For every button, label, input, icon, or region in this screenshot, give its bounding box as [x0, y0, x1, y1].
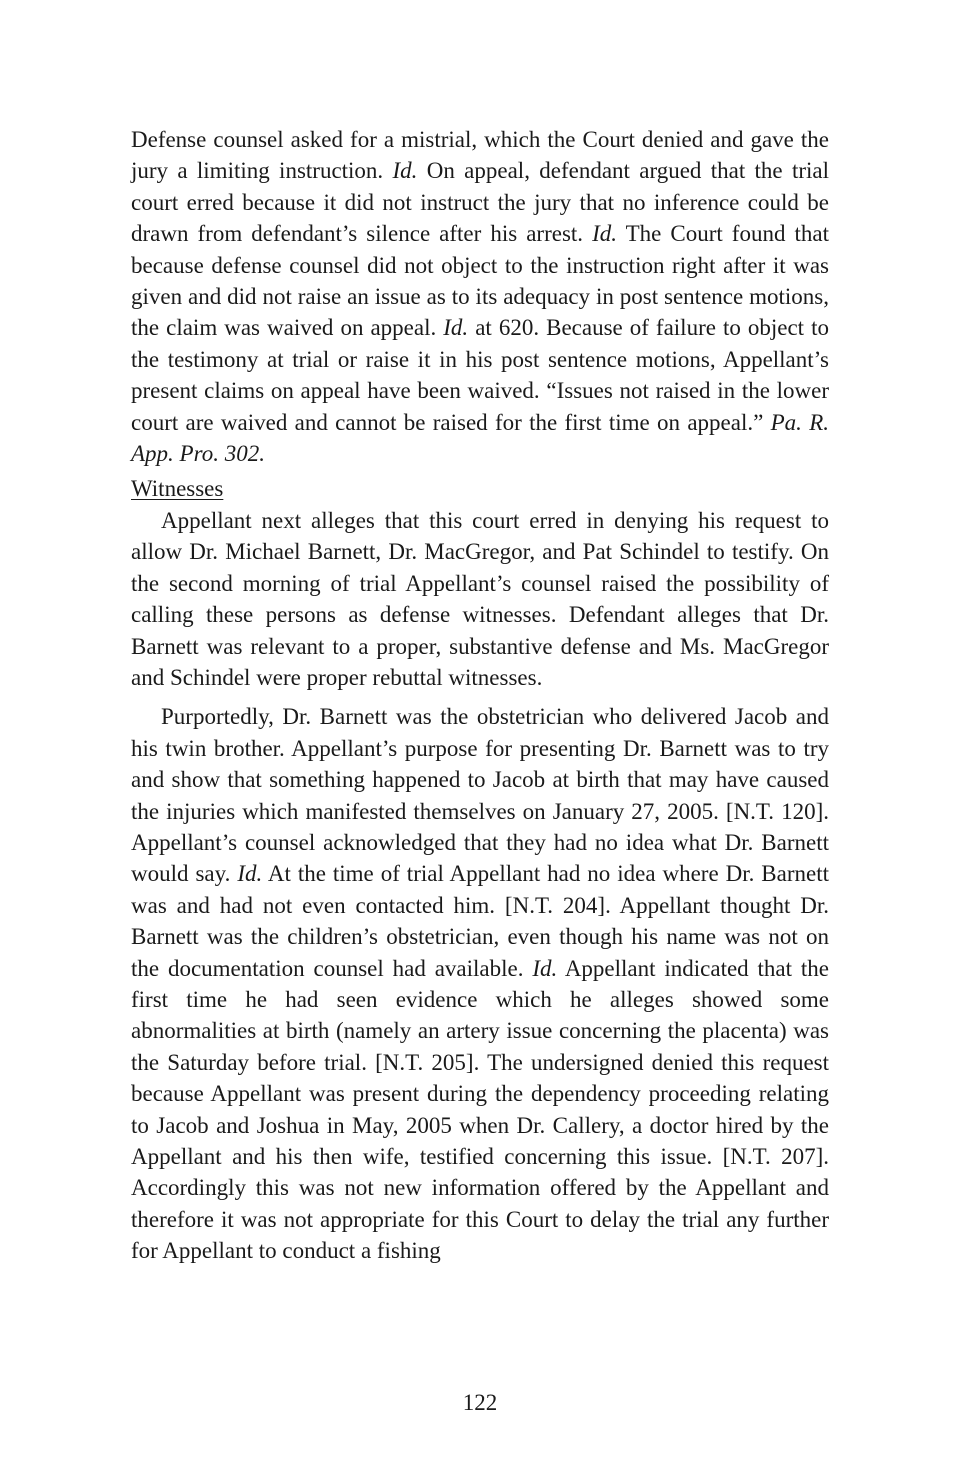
document-body	[131, 124, 829, 1267]
citation-rule: Pa. R. App. Pro. 302.	[131, 409, 829, 467]
section-heading-witnesses: Witnesses	[131, 476, 224, 502]
citation-id: Id.	[392, 158, 418, 184]
paragraph-witness-request: Appellant next alleges that this court erred in denying his request to allow Dr. Michael Barnett, Dr. MacGregor, and Pat Schindel to testify. On the second morning of trial Appellant’s counsel raised the possibility of calling these persons as defense witnesses. Defendant alleges that Dr. Barnett was relevant to a proper, substantive defense and Ms. MacGregor and Schindel were proper rebuttal witnesses.	[131, 507, 829, 690]
paragraph-dr-barnett: Purportedly, Dr. Barnett was the obstetrician who delivered Jacob and his twin brother. Appellant’s purpose for presenting Dr. Barnett was to try and show that something happened to Jacob at birth that may have caused the injuries which manifested themselves on January 27, 2005. [N.T. 120]. Appellant’s counsel acknowledged that they had no idea what Dr. Barnett would say. Id. At the time of trial Appellant had no idea where Dr. Barnett was and had not even contacted him. [N.T. 204]. Appellant thought Dr. Barnett was the children’s obstetrician, even though his name was not on the documentation counsel had available. Id. Appellant indicated that the first time he had seen evidence which he alleges showed some abnormalities at birth (namely an artery issue concerning the placenta) was the Saturday before trial. [N.T. 205]. The undersigned denied this request because Appellant was present during the dependency proceeding relating to Jacob and Joshua in May, 2005 when Dr. Callery, a doctor hired by the Appellant and his then wife, testified concerning this issue. [N.T. 207]. Accordingly this was not new information offered by the Appellant and therefore it was not appropriate for this Court to delay the trial any further for Appellant to conduct a fishing	[131, 704, 830, 1264]
page-number: 122	[462, 1390, 498, 1415]
citation-id: Id.	[443, 315, 469, 341]
citation-id: Id.	[532, 955, 558, 981]
citation-id: Id.	[237, 861, 263, 887]
citation-id: Id.	[592, 221, 617, 247]
paragraph-mistrial: Defense counsel asked for a mistrial, which the Court denied and gave the jury a limiting instruction. Id. On appeal, defendant argued that the trial court erred because it did not instruct the jury that no inference could be drawn from defendant’s silence after his arrest. Id. The Court found that because defense counsel did not object to the instruction right after it was given and did not raise an issue as to its adequacy in post sentence motions, the claim was waived on appeal. Id. at 620. Because of failure to object to the testimony at trial or raise it in his post sentence motions, Appellant’s present claims on appeal have been waived. “Issues not raised in the lower court are waived and cannot be raised for the first time on appeal.” Pa. R. App. Pro. 302.	[131, 127, 830, 467]
